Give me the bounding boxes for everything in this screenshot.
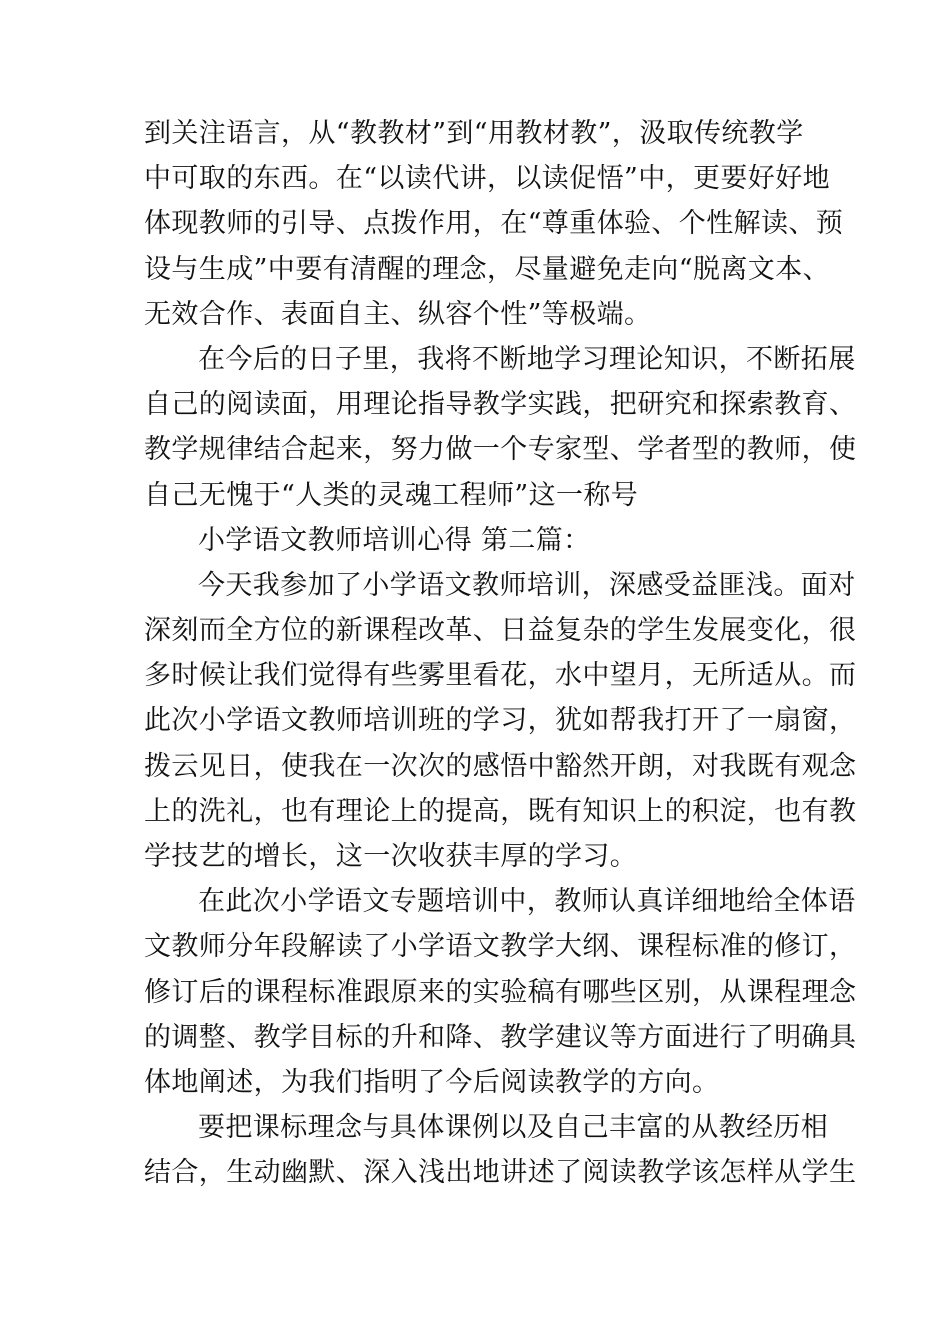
text-line: 的调整、教学目标的升和降、教学建议等方面进行了明确具 xyxy=(144,1021,857,1053)
text-line: 体现教师的引导、点拨作用，在“尊重体验、个性解读、预 xyxy=(144,208,844,240)
text-line: 自己无愧于“人类的灵魂工程师”这一称号 xyxy=(144,479,639,511)
text-line: 自己的阅读面，用理论指导教学实践，把研究和探索教育、 xyxy=(144,389,857,421)
text-line: 今天我参加了小学语文教师培训，深感受益匪浅。面对 xyxy=(198,569,856,601)
text-line: 教学规律结合起来，努力做一个专家型、学者型的教师，使 xyxy=(144,434,857,466)
text-line: 体地阐述，为我们指明了今后阅读教学的方向。 xyxy=(144,1066,720,1098)
text-line: 结合，生动幽默、深入浅出地讲述了阅读教学该怎样从学生 xyxy=(144,1157,857,1189)
text-line: 深刻而全方位的新课程改革、日益复杂的学生发展变化，很 xyxy=(144,615,857,647)
document-body xyxy=(144,111,857,1196)
text-line: 要把课标理念与具体课例以及自己丰富的从教经历相 xyxy=(198,1112,829,1144)
text-line: 修订后的课程标准跟原来的实验稿有哪些区别，从课程理念 xyxy=(144,976,857,1008)
text-line: 到关注语言，从“教教材”到“用教材教”，汲取传统教学 xyxy=(144,118,804,149)
text-line: 学技艺的增长，这一次收获丰厚的学习。 xyxy=(144,841,638,872)
text-line: 上的洗礼，也有理论上的提高，既有知识上的积淀，也有教 xyxy=(144,795,857,827)
text-line: 设与生成”中要有清醒的理念，尽量避免走向“脱离文本、 xyxy=(144,253,831,285)
text-line: 在今后的日子里，我将不断地学习理论知识，不断拓展 xyxy=(198,343,856,375)
text-line: 中可取的东西。在“以读代讲，以读促悟”中，更要好好地 xyxy=(144,163,831,195)
text-line: 拨云见日，使我在一次次的感悟中豁然开朗，对我既有观念 xyxy=(144,750,857,782)
text-line: 在此次小学语文专题培训中，教师认真详细地给全体语 xyxy=(198,886,856,918)
text-line: 小学语文教师培训心得 第二篇： xyxy=(198,524,591,556)
text-line: 多时候让我们觉得有些雾里看花，水中望月，无所适从。而 xyxy=(144,660,857,692)
text-line: 文教师分年段解读了小学语文教学大纲、课程标准的修订， xyxy=(144,931,857,963)
text-line: 无效合作、表面自主、纵容个性”等极端。 xyxy=(144,298,652,330)
text-line: 此次小学语文教师培训班的学习，犹如帮我打开了一扇窗， xyxy=(144,705,857,737)
